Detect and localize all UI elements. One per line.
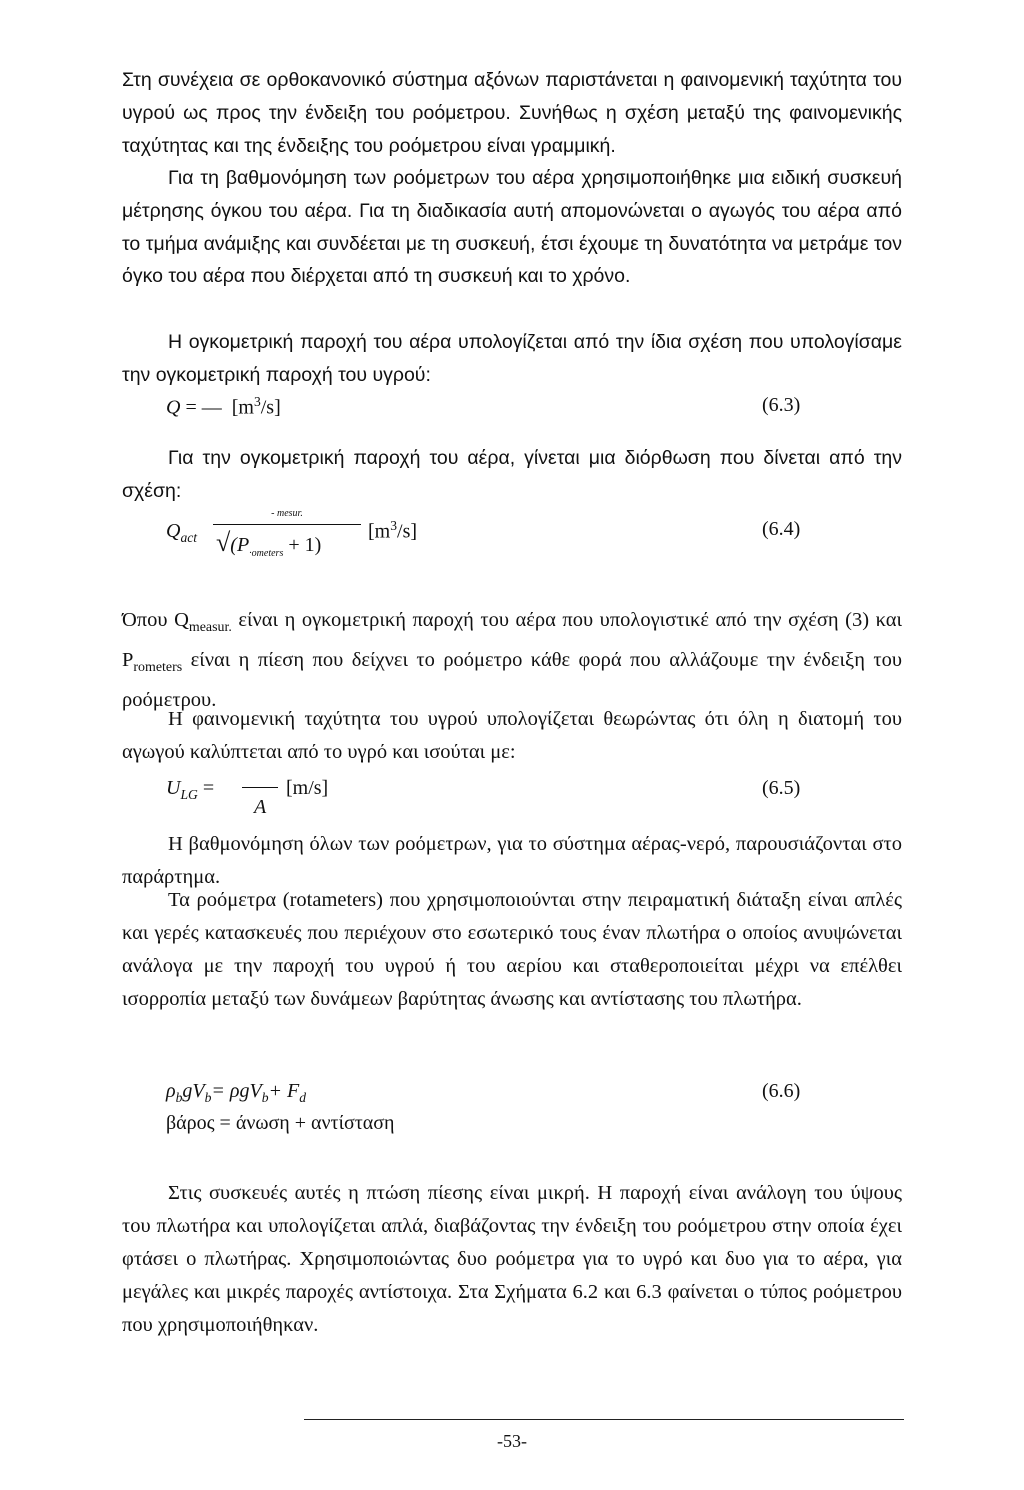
paragraph-appendix: Η βαθμονόμηση όλων των ροόμετρων, για το σύστημα αέρας-νερό, παρουσιάζονται στο παράρτημα. bbox=[122, 833, 902, 888]
eq64-unit bbox=[368, 518, 417, 544]
p5-sub-measur: measur. bbox=[188, 620, 232, 636]
equation-number-6-4: (6.4) bbox=[762, 518, 801, 540]
equation-6-3 bbox=[166, 394, 281, 420]
eq65-fraction-bar bbox=[242, 787, 278, 788]
p5-text-b: είναι η ογκομετρική παροχή του αέρα που υπολογιστικέ από την σχέση (3) και P bbox=[122, 609, 903, 672]
eq63-lhs: Q bbox=[166, 396, 181, 419]
eq64-lhs-sub: act bbox=[180, 530, 198, 545]
eq66-rhogv: ρgV bbox=[229, 1080, 262, 1102]
eq64-unit-pre: [m bbox=[368, 520, 391, 543]
eq66-gv: gV bbox=[182, 1080, 205, 1102]
eq65-lhs: U bbox=[166, 777, 181, 799]
paragraph-volumetric-flow: Η ογκομετρική παροχή του αέρα υπολογίζεται από την ίδια σχέση που υπολογίσαμε την ογκομετρική παροχή του υγρού: bbox=[122, 331, 902, 386]
equation-number-6-5: (6.5) bbox=[762, 777, 801, 799]
equation-6-6 bbox=[166, 1080, 306, 1106]
equation-number-6-3: (6.3) bbox=[762, 394, 801, 416]
eq64-den-pre: (P bbox=[230, 534, 250, 556]
eq66-rho-b: ρ bbox=[166, 1080, 176, 1102]
eq66-sub-b1: b bbox=[175, 1090, 183, 1105]
eq64-unit-post: /s] bbox=[397, 520, 418, 543]
eq63-op: = — bbox=[185, 396, 222, 419]
eq66-plus: + bbox=[268, 1080, 288, 1102]
equation-6-5 bbox=[166, 777, 214, 803]
equation-6-6-words: βάρος = άνωση + αντίσταση bbox=[166, 1112, 395, 1134]
paragraph-rotameters: Τα ροόμετρα (rotameters) που χρησιμοποιούνται στην πειραματική διάταξη είναι απλές και γερές κατασκευές που περιέχουν στο εσωτερικό τους έναν πλωτήρα ο οποίος ανυψώνεται ανάλογα με την παροχή του υγρού ή του αερίου και σταθεροποιείται μέχρι να επέλθει ισορροπία μεταξύ των δυνάμεων βαρύτητας άνωσης και αντίστασης του πλωτήρα. bbox=[122, 889, 902, 1010]
sqrt-sign-icon: √ bbox=[216, 528, 231, 557]
paragraph-correction: Για την ογκομετρική παροχή του αέρα, γίνεται μια διόρθωση που δίνεται από την σχέση: bbox=[122, 447, 902, 502]
equation-number-6-6: (6.6) bbox=[762, 1080, 801, 1102]
eq63-unit-pre: [m bbox=[231, 396, 254, 419]
eq64-den-sub: ·ometers bbox=[249, 548, 284, 559]
paragraph-apparent-velocity: Στη συνέχεια σε ορθοκανονικό σύστημα αξόνων παριστάνεται η φαινομενική ταχύτητα του υγρού ως προς την ένδειξη του ροόμετρου. Συνήθως η σχέση μεταξύ της φαινομενικής ταχύτητας και της ένδειξης του ροόμετρου είναι γραμμική. bbox=[122, 69, 902, 157]
paragraph-pressure-drop: Στις συσκευές αυτές η πτώση πίεσης είναι μικρή. Η παροχή είναι ανάλογη του ύψους του πλωτήρα και υπολογίζεται απλά, διαβάζοντας την ένδειξη του ροόμετρου στην οποία έχει φτάσει ο πλωτήρας. Χρησιμοποιώντας δυο ροόμετρα για το υγρό και δυο για το αέρα, για μεγάλες και μικρές παροχές αντίστοιχα. Στα Σχήματα 6.2 και 6.3 φαίνεται ο τύπος ροόμετρου που χρησιμοποιήθηκαν. bbox=[122, 1182, 902, 1336]
eq66-equals: = bbox=[211, 1080, 230, 1102]
footer-rule bbox=[304, 1419, 904, 1420]
equation-6-4 bbox=[166, 520, 197, 546]
eq66-sub-b2: b bbox=[204, 1090, 212, 1105]
p5-sub-rometers: rometers bbox=[133, 660, 183, 676]
eq66-sub-d: d bbox=[299, 1090, 307, 1105]
p5-text-a: Όπου Q bbox=[122, 609, 189, 631]
eq64-lhs: Q bbox=[166, 520, 181, 542]
eq63-unit-sup: 3 bbox=[253, 394, 261, 409]
eq65-unit: [m/s] bbox=[286, 777, 329, 799]
eq64-fraction-bar bbox=[213, 524, 361, 525]
eq65-lhs-sub: LG bbox=[180, 787, 198, 802]
eq66-f: F bbox=[287, 1080, 300, 1102]
eq64-den-post: + 1) bbox=[288, 534, 322, 556]
page-number: -53- bbox=[497, 1431, 527, 1451]
p5-text-c: είναι η πίεση που δείχνει το ροόμετρο κάθε φορά που αλλάζουμε την ένδειξη του ροόμετρου. bbox=[122, 649, 902, 712]
eq66-sub-b3: b bbox=[261, 1090, 269, 1105]
paragraph-where bbox=[122, 604, 902, 717]
eq64-denominator bbox=[216, 528, 321, 559]
paragraph-superficial-velocity: Η φαινομενική ταχύτητα του υγρού υπολογίζεται θεωρώντας ότι όλη η διατομή του αγωγού καλύπτεται από το υγρό και ισούται με: bbox=[122, 708, 902, 763]
eq64-unit-sup: 3 bbox=[390, 518, 398, 533]
eq63-unit-post: /s] bbox=[260, 396, 281, 419]
paragraph-air-calibration: Για τη βαθμονόμηση των ροόμετρων του αέρα χρησιμοποιήθηκε μια ειδική συσκευή μέτρησης όγκου του αέρα. Για τη διαδικασία αυτή απομονώνεται ο αγωγός του αέρα από το τμήμα ανάμιξης και συνδέεται με τη συσκευή, έτσι έχουμε τη δυνατότητα να μετράμε τον όγκο του αέρα που διέρχεται από τη συσκευή και το χρόνο. bbox=[122, 167, 902, 288]
eq65-op: = bbox=[202, 777, 215, 799]
eq64-numerator: - mesur. bbox=[271, 508, 303, 519]
eq64-fraction bbox=[213, 508, 361, 525]
eq65-denominator: A bbox=[254, 796, 267, 818]
